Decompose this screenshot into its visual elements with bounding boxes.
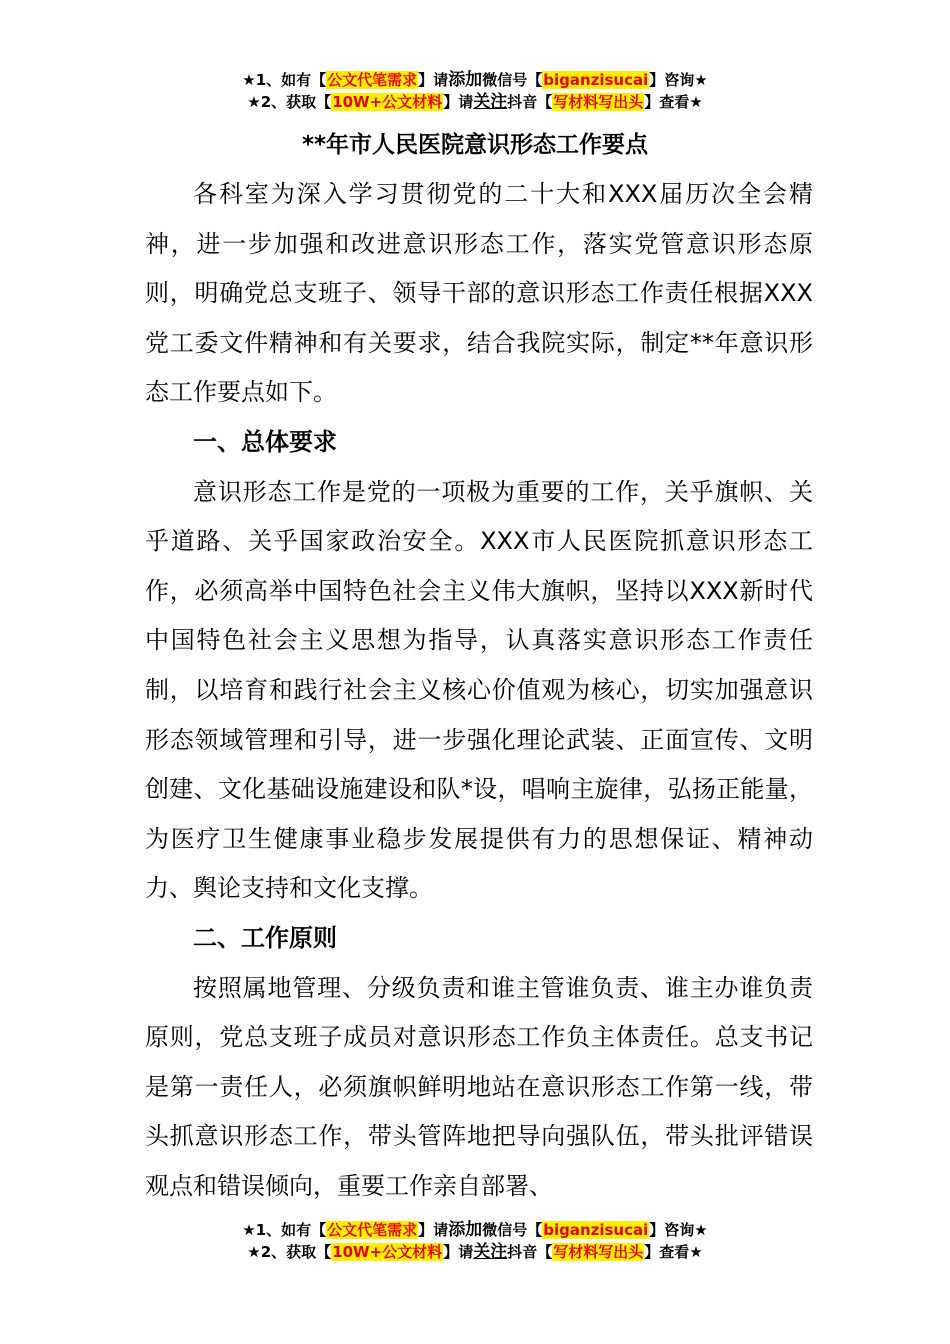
- wechat-id-highlight: biganzisucai: [543, 1221, 649, 1239]
- notice-text: ★2、获取【: [247, 1243, 332, 1261]
- notice-text: ★2、获取【: [247, 93, 332, 111]
- notice-text: 】咨询★: [649, 1221, 708, 1239]
- service-highlight: 公文代笔需求: [327, 1221, 418, 1239]
- section-heading-2: 二、工作原则: [193, 923, 337, 952]
- notice-text: 】请: [443, 1243, 474, 1261]
- notice-text: 】请: [418, 71, 449, 89]
- notice-line-2: [0, 1241, 950, 1263]
- notice-text-emphasis: 关注: [473, 1242, 508, 1262]
- notice-line-1: [0, 1219, 950, 1241]
- notice-text: ★1、如有【: [242, 71, 327, 89]
- notice-text-emphasis: 关注: [473, 92, 508, 112]
- materials-highlight: 10W+公文材料: [332, 1243, 443, 1261]
- section-2-paragraph: 按照属地管理、分级负责和谁主管谁负责、谁主办谁负责原则，党总支班子成员对意识形态工作负主体责任。总支书记是第一责任人，必须旗帜鲜明地站在意识形态工作第一线，带头抓意识形态工作，带头管阵地把导向强队伍，带头批评错误观点和错误倾向，重要工作亲自部署、: [145, 973, 813, 1200]
- notice-text-emphasis: 添加: [448, 1220, 483, 1240]
- wechat-id-highlight: biganzisucai: [543, 71, 649, 89]
- notice-text: 】查看★: [644, 93, 703, 111]
- notice-text: ★1、如有【: [242, 1221, 327, 1239]
- intro-paragraph: 各科室为深入学习贯彻党的二十大和XXX届历次全会精神，进一步加强和改进意识形态工作，落实党管意识形态原则，明确党总支班子、领导干部的意识形态工作责任根据XXX党工委文件精神和有关要求，结合我院实际，制定**年意识形态工作要点如下。: [145, 180, 813, 407]
- section-1-paragraph: 意识形态工作是党的一项极为重要的工作，关乎旗帜、关乎道路、关乎国家政治安全。XXX市人民医院抓意识形态工作，必须高举中国特色社会主义伟大旗帜，坚持以XXX新时代中国特色社会主义思想为指导，认真落实意识形态工作责任制，以培育和践行社会主义核心价值观为核心，切实加强意识形态领域管理和引导，进一步强化理论武装、正面宣传、文明创建、文化基础设施建设和队*设，唱响主旋律，弘扬正能量，为医疗卫生健康事业稳步发展提供有力的思想保证、精神动力、舆论支持和文化支撑。: [145, 477, 813, 903]
- notice-text: 微信号【: [482, 71, 543, 89]
- notice-text: 】查看★: [644, 1243, 703, 1261]
- notice-line-2: [0, 91, 950, 113]
- service-highlight: 公文代笔需求: [327, 71, 418, 89]
- section-heading-1: 一、总体要求: [193, 427, 337, 456]
- bottom-notice: [0, 1219, 950, 1263]
- notice-text: 】请: [443, 93, 474, 111]
- notice-text: 】咨询★: [649, 71, 708, 89]
- document-body: [145, 170, 813, 1211]
- notice-text: 】请: [418, 1221, 449, 1239]
- notice-text-emphasis: 添加: [448, 70, 483, 90]
- materials-highlight: 10W+公文材料: [332, 93, 443, 111]
- douyin-highlight: 写材料写出头: [553, 93, 644, 111]
- notice-text: 微信号【: [482, 1221, 543, 1239]
- top-notice: [0, 69, 950, 113]
- notice-text: 抖音【: [507, 93, 553, 111]
- notice-line-1: [0, 69, 950, 91]
- document-title: **年市人民医院意识形态工作要点: [301, 132, 649, 158]
- douyin-highlight: 写材料写出头: [553, 1243, 644, 1261]
- notice-text: 抖音【: [507, 1243, 553, 1261]
